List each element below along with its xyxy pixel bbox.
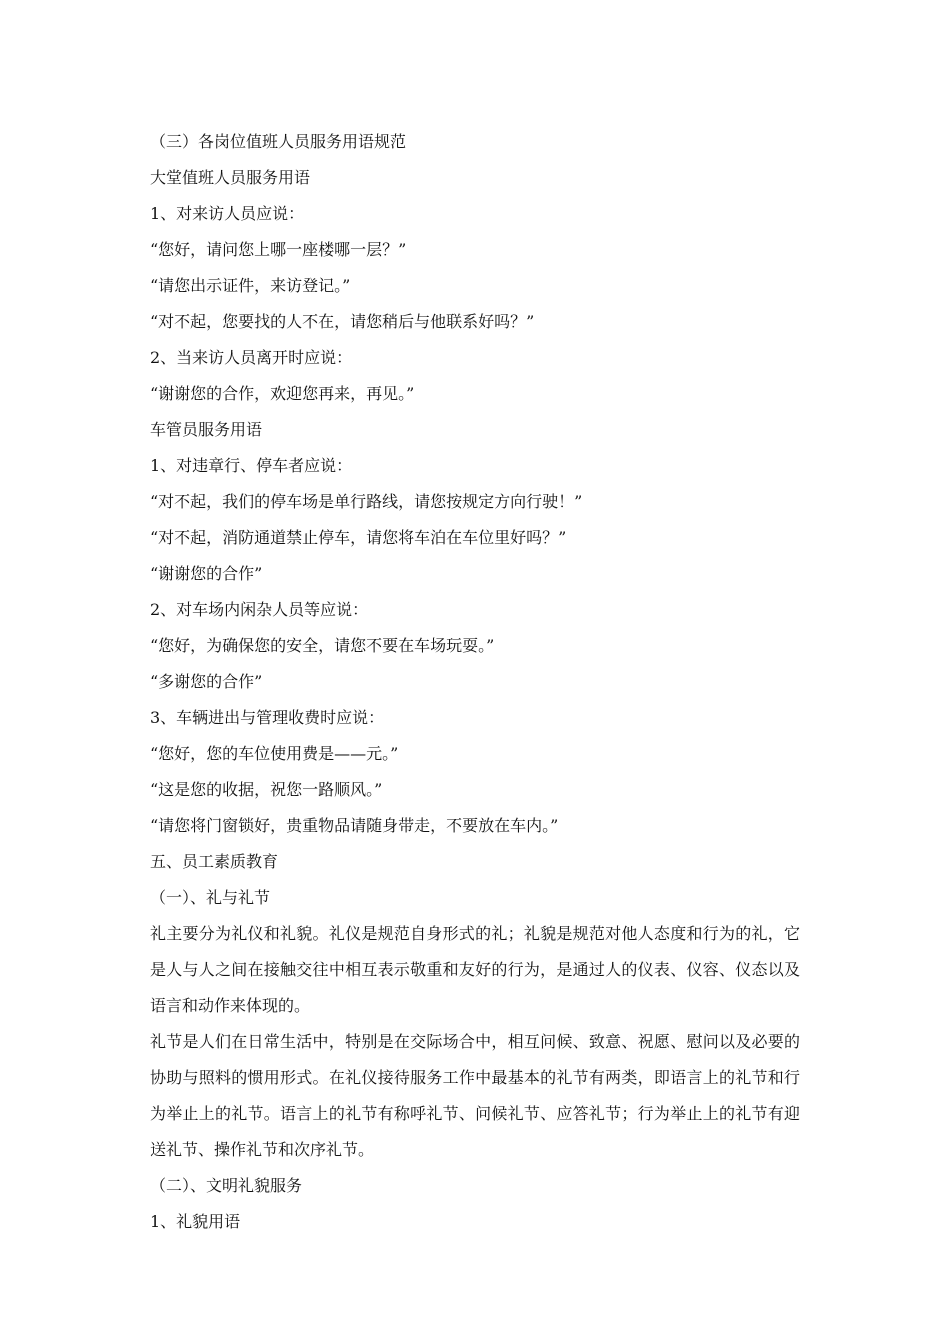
quote-line: “请您将门窗锁好，贵重物品请随身带走，不要放在车内。” <box>150 816 559 835</box>
quote-line: “谢谢您的合作，欢迎您再来，再见。” <box>150 384 415 403</box>
list-item: 2、当来访人员离开时应说： <box>150 348 353 367</box>
section-heading: （三）各岗位值班人员服务用语规范 <box>150 132 407 151</box>
paragraph-courtesy: 礼节是人们在日常生活中，特别是在交际场合中，相互问候、致意、祝愿、慰问以及必要的协助与照料的惯用形式。在礼仪接待服务工作中最基本的礼节有两类，即语言上的礼节和行为举止上的礼节。语言上的礼节有称呼礼节、问候礼节、应答礼节；行为举止上的礼节有迎送礼节、操作礼节和次序礼节。 <box>150 1032 800 1159</box>
list-item: 1、礼貌用语 <box>150 1212 241 1231</box>
quote-line: “请您出示证件，来访登记。” <box>150 276 351 295</box>
paragraph-etiquette: 礼主要分为礼仪和礼貌。礼仪是规范自身形式的礼；礼貌是规范对他人态度和行为的礼，它是人与人之间在接触交往中相互表示敬重和友好的行为，是通过人的仪表、仪容、仪态以及语言和动作来体现的。 <box>150 924 800 1015</box>
subsection-heading: 车管员服务用语 <box>150 420 263 439</box>
quote-line: “多谢您的合作” <box>150 672 263 691</box>
list-item: 1、对违章行、停车者应说： <box>150 456 353 475</box>
subsection-heading: （二）、文明礼貌服务 <box>150 1176 303 1195</box>
document-body <box>150 124 800 1240</box>
subsection-heading: 大堂值班人员服务用语 <box>150 168 311 187</box>
list-item: 3、车辆进出与管理收费时应说： <box>150 708 385 727</box>
quote-line: “对不起，我们的停车场是单行路线，请您按规定方向行驶！” <box>150 492 583 511</box>
quote-line: “谢谢您的合作” <box>150 564 263 583</box>
quote-line: “您好，请问您上哪一座楼哪一层？” <box>150 240 407 259</box>
quote-line: “对不起，消防通道禁止停车，请您将车泊在车位里好吗？” <box>150 528 567 547</box>
quote-line: “您好，为确保您的安全，请您不要在车场玩耍。” <box>150 636 495 655</box>
quote-line: “这是您的收据，祝您一路顺风。” <box>150 780 383 799</box>
list-item: 1、对来访人员应说： <box>150 204 305 223</box>
list-item: 2、对车场内闲杂人员等应说： <box>150 600 369 619</box>
quote-line: “您好，您的车位使用费是——元。” <box>150 744 399 763</box>
subsection-heading: （一）、礼与礼节 <box>150 888 271 907</box>
section-heading: 五、员工素质教育 <box>150 852 279 871</box>
quote-line: “对不起，您要找的人不在，请您稍后与他联系好吗？” <box>150 312 535 331</box>
